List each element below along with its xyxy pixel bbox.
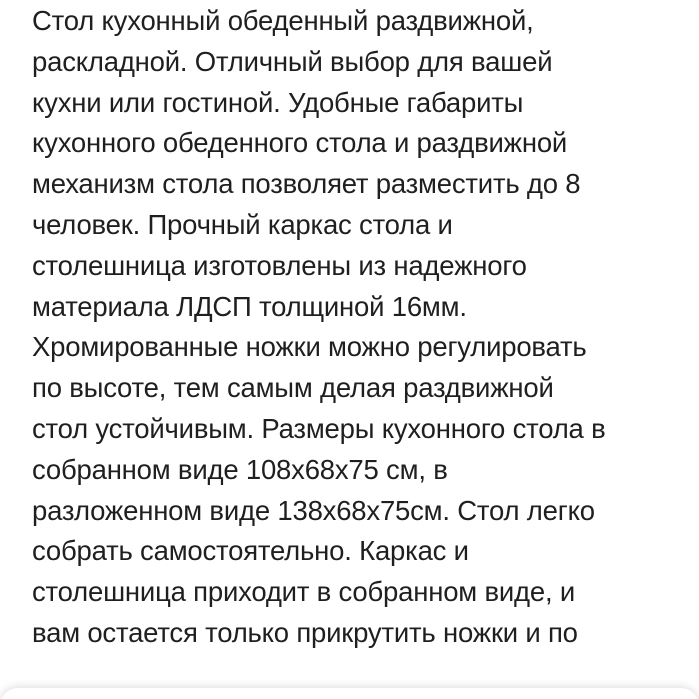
- bottom-sheet[interactable]: [0, 688, 699, 699]
- description-line: собрать самостоятельно. Каркас и: [32, 535, 469, 567]
- description-line: по высоте, тем самым делая раздвижной: [32, 372, 554, 404]
- description-line: кухонного обеденного стола и раздвижной: [32, 127, 568, 159]
- description-line: материала ЛДСП толщиной 16мм.: [32, 290, 467, 322]
- description-line: столешница изготовлены из надежного: [32, 249, 527, 281]
- product-description: [32, 0, 692, 654]
- description-line: стол устойчивым. Размеры кухонного стола в: [32, 412, 606, 444]
- description-line: механизм стола позволяет разместить до 8: [32, 168, 581, 200]
- description-line: Стол кухонный обеденный раздвижной,: [32, 5, 534, 36]
- description-line: разложенном виде 138х68х75см. Стол легко: [32, 494, 595, 526]
- description-line: Хромированные ножки можно регулировать: [32, 331, 587, 363]
- description-line: кухни или гостиной. Удобные габариты: [32, 86, 524, 118]
- description-line: вам остается только прикрутить ножки и по: [32, 616, 578, 648]
- description-line: столешница приходит в собранном виде, и: [32, 576, 575, 608]
- description-line: человек. Прочный каркас стола и: [32, 208, 453, 240]
- description-line: раскладной. Отличный выбор для вашей: [32, 45, 553, 77]
- description-line: собранном виде 108х68х75 см, в: [32, 453, 448, 485]
